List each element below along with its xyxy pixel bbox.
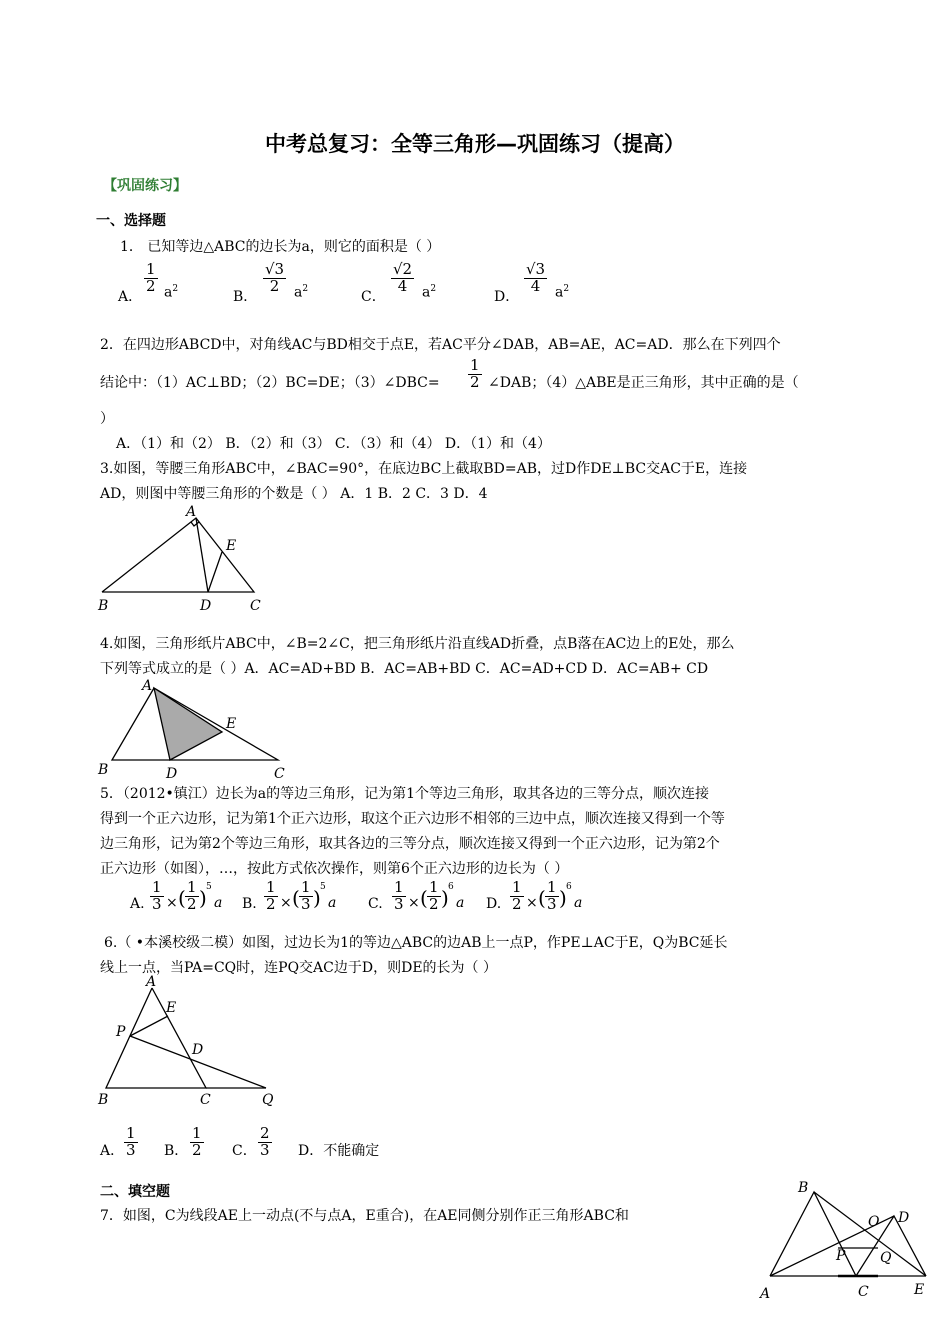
q1-opt-d-frac: $\frac{√3}{4}$: [526, 260, 546, 295]
q1-stem: 1． 已知等边△ABC的边长为a，则它的面积是（ ）: [120, 239, 441, 255]
q5-opt-d-var: a: [574, 895, 583, 911]
q7-segment-be: [814, 1192, 926, 1276]
q5-opt-d-rparen: ): [559, 886, 567, 910]
q4-figure: [94, 674, 294, 784]
q5-opt-c-lparen: (: [420, 886, 428, 910]
q5-opt-c-label: C.: [368, 896, 383, 912]
page-title: 中考总复习：全等三角形—巩固练习（提高）: [265, 132, 685, 156]
q4-line2: 下列等式成立的是（ ）A．AC=AD+BD B．AC=AB+BD C．AC=AD+CD D．AC=AB+ CD: [100, 661, 709, 677]
q1-opt-a-label: A．: [118, 289, 143, 305]
q5-opt-a-exp: 5: [206, 882, 212, 892]
q5-opt-a-lparen: (: [178, 886, 186, 910]
q5-opt-a-coef: $\frac{1}{3}$: [152, 878, 162, 913]
q5-opt-d-exp: 6: [566, 882, 572, 892]
q5-line3: 边三角形，记为第2个等边三角形，取其各边的三等分点，顺次连接又得到一个正六边形，记为第2个: [100, 836, 720, 852]
q5-opt-b-label: B.: [242, 896, 257, 912]
section-heading-choice: 一、选择题: [96, 213, 166, 229]
q7-label-e: E: [914, 1282, 925, 1298]
q4-label-c: C: [274, 766, 285, 782]
q6-label-d: D: [192, 1042, 204, 1058]
q5-opt-d-lparen: (: [538, 886, 546, 910]
q5-opt-a-var: a: [214, 895, 223, 911]
q7-label-o: O: [868, 1214, 880, 1230]
q3-label-b: B: [98, 598, 109, 614]
q2-line2a: 结论中：（1）AC⊥BD；（2）BC=DE；（3）∠DBC=: [100, 375, 440, 391]
q5-opt-b-exp: 5: [320, 882, 326, 892]
q1-opt-b-label: B．: [233, 289, 258, 305]
q5-line4: 正六边形（如图），…，按此方式依次操作，则第6个正六边形的边长为（ ）: [100, 861, 569, 877]
q6-label-a: A: [146, 974, 157, 990]
q3-label-c: C: [250, 598, 261, 614]
q5-opt-b-rparen: ): [313, 886, 321, 910]
q6-opt-c-frac: $\frac{2}{3}$: [260, 1124, 270, 1159]
q5-opt-a-times: ×: [166, 895, 178, 911]
q6-line1: 6.（ •本溪校级二模）如图，过边长为1的等边△ABC的边AB上一点P，作PE⊥AC于E，Q为BC延长: [104, 935, 728, 951]
q7-label-c: C: [858, 1284, 869, 1300]
q3-label-e: E: [226, 538, 237, 554]
q5-opt-c-var: a: [456, 895, 465, 911]
q2-line2b: ∠DAB；（4）△ABE是正三角形，其中正确的是（: [488, 375, 799, 391]
section-tag: 【巩固练习】: [103, 178, 187, 194]
q1-opt-c-label: C．: [361, 289, 386, 305]
q6-label-c: C: [200, 1092, 211, 1108]
q3-label-d: D: [200, 598, 212, 614]
q5-opt-d-base: $\frac{1}{3}$: [547, 878, 557, 913]
q1-options: [118, 262, 638, 310]
q2-frac: $\frac{1}{2}$: [470, 356, 480, 391]
q5-line2: 得到一个正六边形，记为第1个正六边形，取这个正六边形不相邻的三边中点，顺次连接又得到一个等: [100, 811, 725, 827]
q1-opt-c-frac: $\frac{√2}{4}$: [393, 260, 413, 295]
q6-label-p: P: [116, 1024, 126, 1040]
q5-opt-c-coef: $\frac{1}{3}$: [394, 878, 404, 913]
q6-line2: 线上一点，当PA=CQ时，连PQ交AC边于D，则DE的长为（ ）: [100, 960, 498, 976]
q7-figure: [756, 1178, 936, 1300]
q5-opt-b-var: a: [328, 895, 337, 911]
q7-label-p: P: [836, 1248, 846, 1264]
q5-opt-a-base: $\frac{1}{2}$: [187, 878, 197, 913]
q5-opt-a-rparen: ): [199, 886, 207, 910]
q7-triangle-cde: [856, 1216, 926, 1276]
q3-segment-ad: [196, 518, 208, 592]
q5-opt-b-base: $\frac{1}{3}$: [301, 878, 311, 913]
q6-options: [100, 1124, 420, 1172]
q5-opt-b-coef: $\frac{1}{2}$: [266, 878, 276, 913]
q1-opt-d-label: D．: [494, 289, 520, 305]
q3-triangle: [102, 518, 254, 592]
q1-opt-a-tail: $a^2$: [164, 284, 179, 301]
q4-label-a: A: [142, 678, 153, 694]
q5-opt-b-lparen: (: [292, 886, 300, 910]
q4-label-b: B: [98, 762, 109, 778]
q6-opt-d: D．不能确定: [298, 1143, 380, 1159]
q5-opt-a-label: A.: [130, 896, 145, 912]
q7-label-q: Q: [880, 1250, 892, 1266]
q6-label-q: Q: [262, 1092, 274, 1108]
q1-opt-d-tail: $a^2$: [555, 284, 570, 301]
q5-opt-c-exp: 6: [448, 882, 454, 892]
q3-label-a: A: [186, 504, 197, 520]
q2-line3: ）: [100, 411, 114, 427]
q6-opt-a-label: A．: [100, 1143, 125, 1159]
q5-opt-c-base: $\frac{1}{2}$: [429, 878, 439, 913]
q2-options: A．（1）和（2） B．（2）和（3） C．（3）和（4） D．（1）和（4）: [116, 436, 551, 452]
q5-opt-d-label: D.: [486, 896, 502, 912]
q7-label-a: A: [760, 1286, 771, 1300]
q6-opt-b-frac: $\frac{1}{2}$: [192, 1124, 202, 1159]
q5-opt-d-times: ×: [526, 895, 538, 911]
q5-line1: 5．（2012•镇江）边长为a的等边三角形，记为第1个等边三角形，取其各边的三等分点，顺次连接: [100, 786, 710, 802]
q5-opt-d-coef: $\frac{1}{2}$: [512, 878, 522, 913]
q1-opt-b-tail: $a^2$: [294, 284, 309, 301]
q6-figure: [94, 972, 294, 1112]
q5-opt-b-times: ×: [280, 895, 292, 911]
q3-segment-de: [208, 552, 222, 592]
q7-label-b: B: [798, 1180, 809, 1196]
q3-line2: AD，则图中等腰三角形的个数是（ ） A．1 B．2 C．3 D．4: [100, 486, 488, 502]
q6-label-b: B: [98, 1092, 109, 1108]
q4-line1: 4.如图，三角形纸片ABC中，∠B=2∠C，把三角形纸片沿直线AD折叠，点B落在AC边上的E处，那么: [100, 636, 735, 652]
q2-line2: [100, 358, 860, 402]
q4-label-e: E: [226, 716, 237, 732]
q6-label-e: E: [166, 1000, 177, 1016]
q5-opt-c-times: ×: [408, 895, 420, 911]
q7-label-d: D: [898, 1210, 910, 1226]
q1-opt-b-frac: $\frac{√3}{2}$: [265, 260, 285, 295]
q6-segment-pe: [130, 1016, 168, 1036]
q3-figure: [94, 500, 274, 618]
q2-line1: 2．在四边形ABCD中，对角线AC与BD相交于点E，若AC平分∠DAB，AB=AE，AC=AD．那么在下列四个: [100, 337, 781, 353]
q4-folded-region: [154, 688, 222, 760]
q1-opt-c-tail: $a^2$: [422, 284, 437, 301]
section-heading-fill: 二、填空题: [100, 1184, 170, 1200]
q6-opt-c-label: C．: [232, 1143, 257, 1159]
q5-opt-c-rparen: ): [441, 886, 449, 910]
q7-line1: 7．如图，C为线段AE上一动点(不与点A，E重合)，在AE同侧分别作正三角形ABC和: [100, 1208, 629, 1224]
q6-opt-a-frac: $\frac{1}{3}$: [126, 1124, 136, 1159]
q1-opt-a-frac: $\frac{1}{2}$: [146, 260, 156, 295]
q5-options: [130, 880, 630, 924]
q4-label-d: D: [166, 766, 178, 782]
q3-line1: 3.如图，等腰三角形ABC中，∠BAC=90°，在底边BC上截取BD=AB，过D作DE⊥BC交AC于E，连接: [100, 461, 748, 477]
q6-opt-b-label: B．: [164, 1143, 189, 1159]
